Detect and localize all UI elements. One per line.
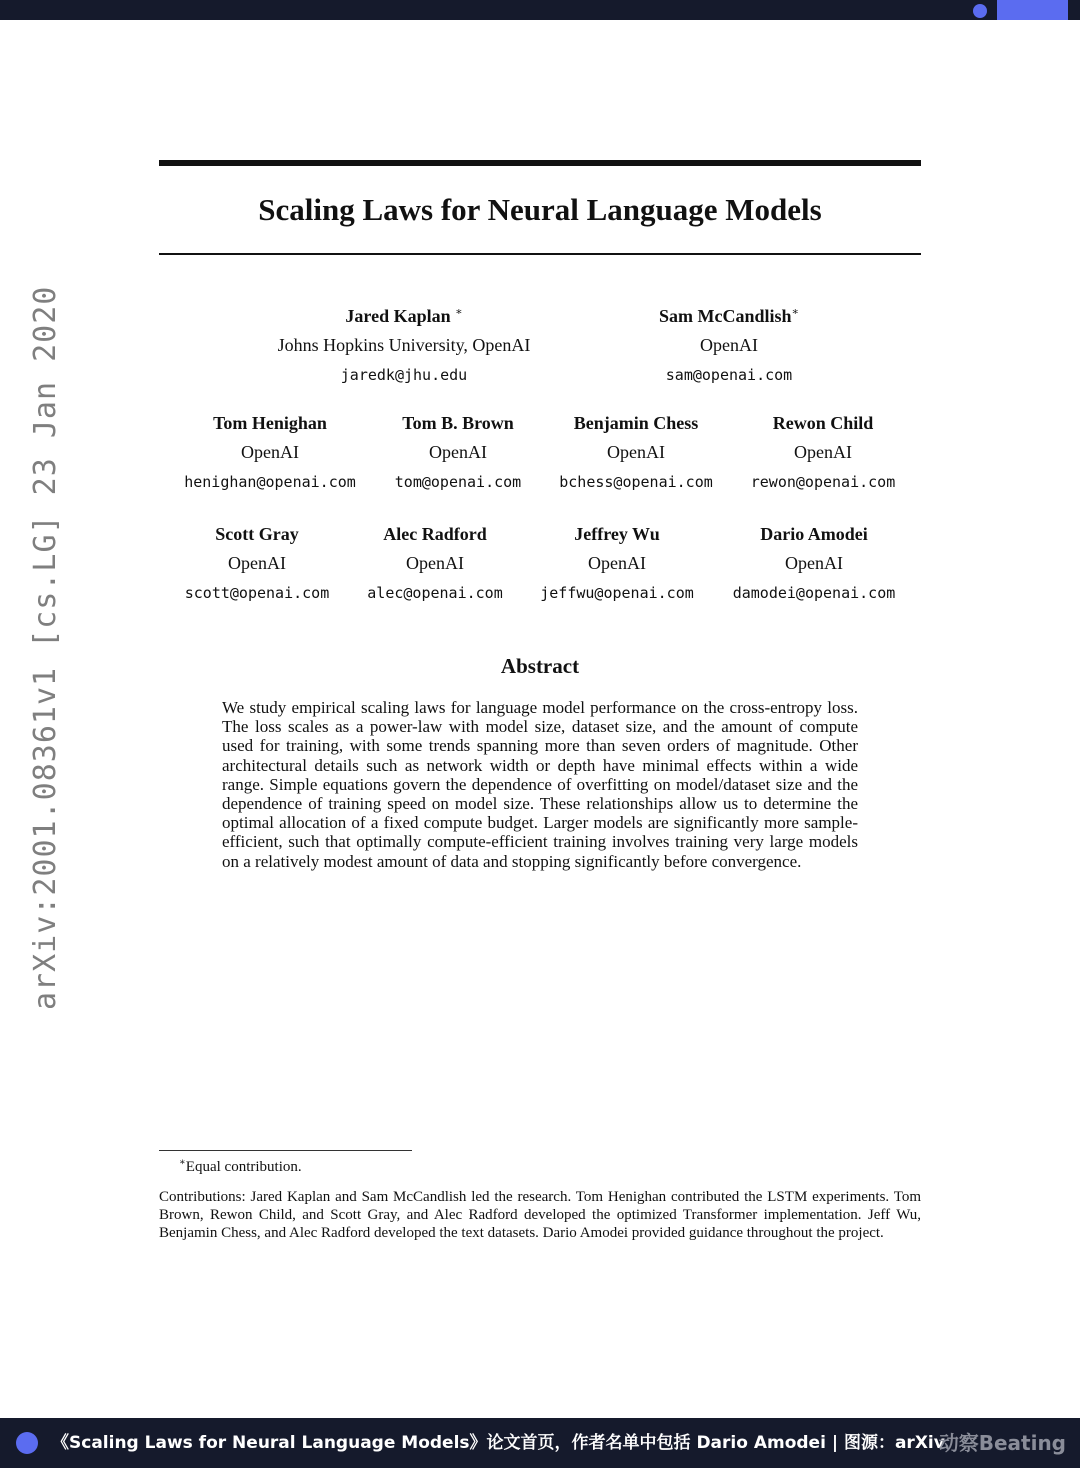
title-rule-top	[159, 160, 921, 166]
author-email: sam@openai.com	[665, 366, 793, 384]
author-affiliation: OpenAI	[588, 553, 646, 573]
author-email: alec@openai.com	[367, 584, 503, 602]
author-block	[278, 301, 531, 386]
author-affiliation: OpenAI	[785, 553, 843, 573]
author-name: Jared Kaplan ∗	[345, 306, 463, 326]
author-affiliation: OpenAI	[228, 553, 286, 573]
author-affiliation: OpenAI	[241, 442, 299, 462]
author-name: Scott Gray	[215, 524, 299, 544]
author-name: Dario Amodei	[760, 524, 868, 544]
title-rule-bottom	[159, 253, 921, 255]
author-affiliation: OpenAI	[700, 335, 758, 355]
author-name: Tom B. Brown	[402, 413, 514, 433]
author-affiliation: OpenAI	[607, 442, 665, 462]
abstract-text: We study empirical scaling laws for language model performance on the cross-entropy loss. The loss scales as a power-law with model size, dataset size, and the amount of compute used for training, with some trends spanning more than seven orders of magnitude. Other architectural details such as network width or depth have minimal effects within a wide range. Simple equations govern the dependence of overfitting on model/dataset size and the dependence of training speed on model size. These relationships allow us to determine the optimal allocation of a fixed compute budget. Larger models are significantly more sample-efficient, such that optimally compute-efficient training involves training very large models on a relatively modest amount of data and stopping significantly before convergence.	[222, 698, 858, 871]
footnote-mark: ∗	[179, 1157, 186, 1168]
top-bar	[0, 0, 1080, 20]
author-block	[659, 301, 799, 386]
footnote-rule	[159, 1150, 412, 1151]
author-block	[395, 412, 521, 493]
equal-contribution-mark: ∗	[455, 306, 463, 318]
author-name: Alec Radford	[383, 524, 487, 544]
author-affiliation: OpenAI	[429, 442, 487, 462]
author-block	[184, 412, 356, 493]
author-email: jaredk@jhu.edu	[340, 366, 468, 384]
brand-watermark: 动察Beating	[938, 1431, 1066, 1455]
author-email: tom@openai.com	[394, 473, 522, 491]
author-name: Rewon Child	[772, 413, 874, 433]
author-email: scott@openai.com	[184, 584, 330, 602]
contributions-paragraph: Contributions: Jared Kaplan and Sam McCandlish led the research. Tom Henighan contributed the LSTM experiments. Tom Brown, Rewon Child, and Scott Gray, and Alec Radford developed the optimized Transformer implementation. Jeff Wu, Benjamin Chess, and Alec Radford developed the text datasets. Dario Amodei provided guidance throughout the project.	[159, 1189, 921, 1241]
author-email: jeffwu@openai.com	[540, 584, 694, 602]
author-block	[751, 412, 896, 493]
author-block	[367, 523, 502, 604]
author-email: rewon@openai.com	[750, 473, 896, 491]
caption-dot	[16, 1432, 38, 1454]
author-name: Sam McCandlish∗	[658, 306, 800, 326]
author-email: henighan@openai.com	[184, 473, 356, 491]
top-bar-accent-block	[997, 0, 1068, 20]
caption-text: 《Scaling Laws for Neural Language Models》论文首页，作者名单中包括 Dario Amodei | 图源：arXiv	[52, 1433, 945, 1453]
author-affiliation: OpenAI	[794, 442, 852, 462]
footnote	[179, 1154, 302, 1176]
author-block	[559, 412, 713, 493]
author-name: Jeffrey Wu	[574, 524, 660, 544]
author-email: damodei@openai.com	[732, 584, 896, 602]
author-affiliation: Johns Hopkins University, OpenAI	[277, 335, 531, 355]
abstract-heading: Abstract	[500, 654, 580, 678]
arxiv-stamp: arXiv:2001.08361v1 [cs.LG] 23 Jan 2020	[28, 285, 63, 1010]
equal-contribution-mark: ∗	[791, 306, 800, 318]
caption-bar	[0, 1418, 1080, 1468]
paper-title: Scaling Laws for Neural Language Models	[258, 192, 822, 227]
footnote-text: Equal contribution.	[185, 1159, 302, 1175]
author-block	[540, 523, 694, 604]
author-affiliation: OpenAI	[406, 553, 464, 573]
author-block	[185, 523, 330, 604]
author-name: Benjamin Chess	[573, 413, 699, 433]
author-block	[733, 523, 896, 604]
author-name: Tom Henighan	[213, 413, 327, 433]
author-email: bchess@openai.com	[559, 473, 713, 491]
top-bar-dot	[973, 4, 987, 18]
